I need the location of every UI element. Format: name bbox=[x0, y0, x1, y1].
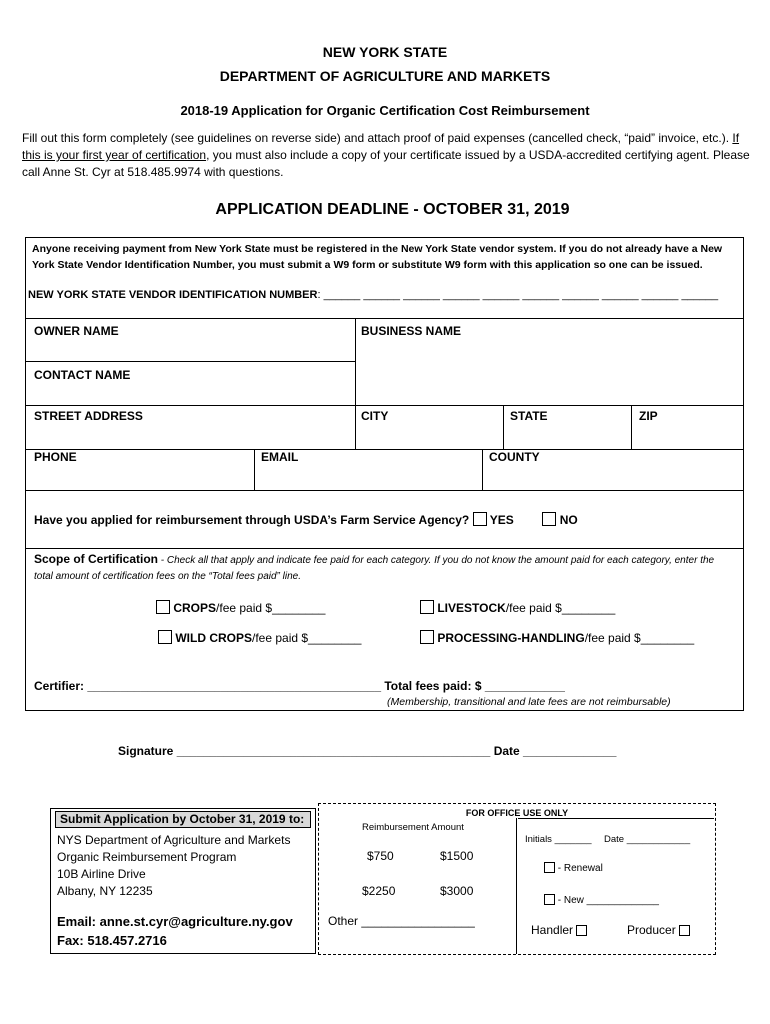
new-checkbox[interactable] bbox=[544, 894, 555, 905]
renewal-label: - Renewal bbox=[557, 863, 603, 874]
business-name-field[interactable]: BUSINESS NAME bbox=[361, 324, 462, 338]
processing-fee-field[interactable]: /fee paid $________ bbox=[584, 631, 695, 645]
grid-line bbox=[25, 318, 744, 319]
grid-line bbox=[25, 449, 744, 450]
vendor-id-field[interactable]: : ______ ______ ______ ______ ______ ______ ______ ______ ______ ______ bbox=[317, 289, 719, 301]
office-use-heading: FOR OFFICE USE ONLY bbox=[465, 808, 569, 818]
crops-fee-field[interactable]: /fee paid $________ bbox=[216, 601, 326, 615]
renewal-checkbox[interactable] bbox=[544, 862, 555, 873]
fsa-yes-checkbox[interactable] bbox=[473, 512, 487, 526]
address-line: 10B Airline Drive bbox=[57, 867, 146, 881]
crops-label: CROPS bbox=[173, 601, 217, 615]
submit-address bbox=[57, 832, 290, 900]
submit-email: Email: anne.st.cyr@agriculture.ny.gov bbox=[57, 914, 293, 929]
fsa-question: Have you applied for reimbursement through USDA’s Farm Service Agency? bbox=[34, 513, 470, 527]
livestock-row bbox=[420, 600, 615, 615]
grid-line bbox=[25, 405, 744, 406]
new-label[interactable]: - New _____________ bbox=[557, 895, 659, 906]
submit-heading: Submit Application by October 31, 2019 to: bbox=[55, 811, 311, 828]
grid-line bbox=[25, 548, 744, 549]
certifier-field[interactable]: ____________________________________________ bbox=[87, 679, 381, 693]
grid-line bbox=[25, 490, 744, 491]
producer-checkbox[interactable] bbox=[679, 925, 690, 936]
date-label: Date bbox=[490, 744, 524, 758]
renewal-row bbox=[544, 862, 603, 874]
email-field[interactable]: EMAIL bbox=[261, 450, 299, 464]
deadline-heading: APPLICATION DEADLINE - OCTOBER 31, 2019 bbox=[215, 201, 570, 218]
intro-text-1: Fill out this form completely (see guidelines on reverse side) and attach proof of paid expenses (cancelled check, “paid” invoice, etc.). bbox=[22, 131, 733, 145]
grid-line bbox=[631, 405, 632, 449]
wild-crops-fee-field[interactable]: /fee paid $________ bbox=[252, 631, 362, 645]
owner-name-field[interactable]: OWNER NAME bbox=[34, 324, 119, 338]
address-line: NYS Department of Agriculture and Markets bbox=[57, 833, 291, 847]
fees-note: (Membership, transitional and late fees are not reimbursable) bbox=[387, 696, 671, 708]
grid-line bbox=[355, 318, 356, 449]
producer-row bbox=[627, 923, 690, 937]
grid-line bbox=[503, 405, 504, 449]
fsa-yes-label: YES bbox=[489, 513, 514, 527]
intro-first-year: If this is your first year of certification bbox=[22, 131, 740, 162]
signature-field[interactable]: _______________________________________________ bbox=[176, 744, 491, 758]
certifier-row bbox=[34, 679, 565, 693]
county-field[interactable]: COUNTY bbox=[489, 450, 540, 464]
office-divider bbox=[516, 818, 517, 954]
grid-line bbox=[254, 449, 255, 490]
fsa-no-label: NO bbox=[559, 513, 578, 527]
department-heading: DEPARTMENT OF AGRICULTURE AND MARKETS bbox=[219, 68, 551, 84]
livestock-checkbox[interactable] bbox=[420, 600, 434, 614]
grid-line bbox=[25, 361, 355, 362]
producer-label: Producer bbox=[627, 923, 676, 937]
processing-checkbox[interactable] bbox=[420, 630, 434, 644]
amount-1500[interactable]: $1500 bbox=[440, 849, 474, 863]
vendor-id-row bbox=[28, 289, 718, 301]
livestock-label: LIVESTOCK bbox=[437, 601, 506, 615]
street-address-field[interactable]: STREET ADDRESS bbox=[34, 409, 143, 423]
signature-label: Signature bbox=[118, 744, 177, 758]
total-fees-field[interactable]: $ ____________ bbox=[474, 679, 565, 693]
crops-row bbox=[156, 600, 325, 615]
certifier-label: Certifier: bbox=[34, 679, 88, 693]
state-heading: NEW YORK STATE bbox=[322, 44, 448, 60]
handler-checkbox[interactable] bbox=[576, 925, 587, 936]
submit-fax: Fax: 518.457.2716 bbox=[57, 933, 167, 948]
wild-crops-row bbox=[158, 630, 361, 645]
amount-3000[interactable]: $3000 bbox=[440, 884, 474, 898]
vendor-id-label: NEW YORK STATE VENDOR IDENTIFICATION NUMBER bbox=[28, 289, 318, 301]
livestock-fee-field[interactable]: /fee paid $________ bbox=[505, 601, 616, 615]
contact-name-field[interactable]: CONTACT NAME bbox=[34, 368, 131, 382]
form-title: 2018-19 Application for Organic Certification Cost Reimbursement bbox=[180, 103, 590, 118]
new-row bbox=[544, 894, 659, 906]
zip-field[interactable]: ZIP bbox=[639, 409, 658, 423]
processing-row bbox=[420, 630, 694, 645]
total-fees-label: Total fees paid: bbox=[384, 679, 475, 693]
city-field[interactable]: CITY bbox=[361, 409, 389, 423]
crops-checkbox[interactable] bbox=[156, 600, 170, 614]
handler-label: Handler bbox=[531, 923, 574, 937]
date-field[interactable]: ______________ bbox=[523, 744, 617, 758]
address-line: Organic Reimbursement Program bbox=[57, 850, 237, 864]
initials-field[interactable]: Initials _______ bbox=[525, 834, 592, 845]
office-divider bbox=[518, 818, 714, 819]
scope-section bbox=[34, 552, 734, 584]
grid-line bbox=[482, 449, 483, 490]
state-field[interactable]: STATE bbox=[510, 409, 548, 423]
fsa-no-checkbox[interactable] bbox=[542, 512, 556, 526]
processing-label: PROCESSING-HANDLING bbox=[437, 631, 585, 645]
amount-2250[interactable]: $2250 bbox=[362, 884, 396, 898]
scope-title: Scope of Certification bbox=[34, 552, 159, 566]
fsa-question-row bbox=[34, 512, 578, 527]
office-date-field[interactable]: Date ____________ bbox=[604, 834, 691, 845]
vendor-notice: Anyone receiving payment from New York State must be registered in the New York State vendor system. If you do not already have a New York State Vendor Identification Number, you must submit a W9 form or substitute W9 form with this application so one can be issued. bbox=[32, 243, 723, 271]
intro-text-2: , you must also include a copy of your certificate issued by a USDA-accredited certifying agent. Please call Anne St. Cyr at 518.485.9974 with questions. bbox=[22, 148, 750, 179]
signature-row bbox=[118, 744, 616, 758]
intro-paragraph bbox=[22, 130, 750, 181]
other-amount-field[interactable]: Other _________________ bbox=[328, 914, 475, 928]
address-line: Albany, NY 12235 bbox=[57, 884, 153, 898]
scope-instructions: - Check all that apply and indicate fee paid for each category. If you do not know the amount paid for each category, enter the total amount of certification fees on the “Total fees paid” line. bbox=[34, 555, 715, 582]
wild-crops-label: WILD CROPS bbox=[175, 631, 253, 645]
reimbursement-amount-label: Reimbursement Amount bbox=[362, 822, 464, 833]
wild-crops-checkbox[interactable] bbox=[158, 630, 172, 644]
amount-750[interactable]: $750 bbox=[367, 849, 394, 863]
phone-field[interactable]: PHONE bbox=[34, 450, 77, 464]
handler-row bbox=[531, 923, 587, 937]
